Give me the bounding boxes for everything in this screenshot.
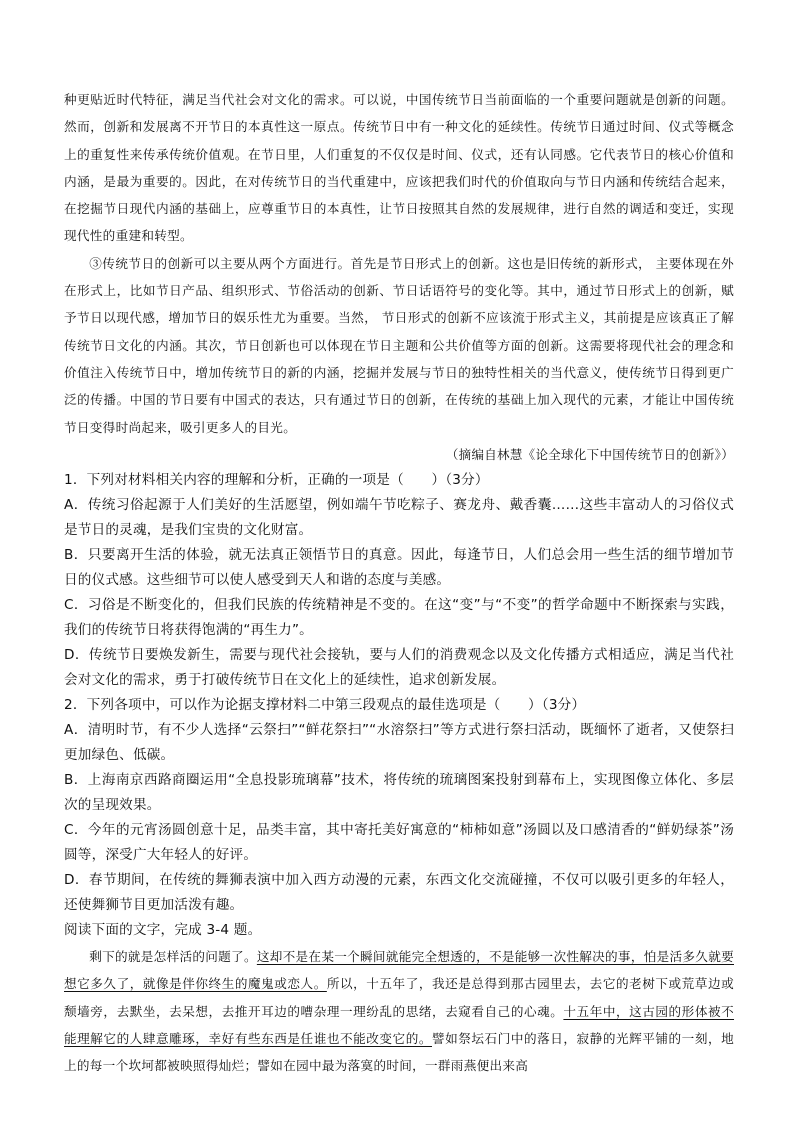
reading-passage: [64, 943, 734, 1080]
passage-paragraph-continued: 种更贴近时代特征，满足当代社会对文化的需求。可以说，中国传统节日当前面临的一个重要问题就是创新的问题。然而，创新和发展离不开节日的本真性这一原点。传统节日中有一种文化的延续性。传统节日通过时间、仪式等概念上的重复性来传承传统价值观。在节日里，人们重复的不仅仅是时间、仪式，还有认同感。它代表节日的核心价值和内涵，是最为重要的。因此，在对传统节日的当代重建中，应该把我们时代的价值取向与节日内涵和传统结合起来，在挖掘节日现代内涵的基础上，应尊重节日的本真性，让节日按照其自然的发展规律，进行自然的调适和变迁，实现现代性的重建和转型。: [64, 92, 734, 244]
reading-paragraph: [64, 943, 734, 1080]
question-2: [64, 693, 734, 943]
question-1-option-d: D．传统节日要焕发新生，需要与现代社会接轨，要与人们的消费观念以及文化传播方式相适应，满足当代社会对文化的需求，勇于打破传统节日在文化上的延续性，追求创新发展。: [64, 646, 734, 688]
exam-page: [64, 86, 734, 1080]
passage-paragraph-3: ③传统节日的创新可以主要从两个方面进行。首先是节日形式上的创新。这也是旧传统的新形式， 主要体现在外在形式上，比如节日产品、组织形式、节俗活动的创新、节日话语符号的变化等。其中，通过节日形式上的创新，赋予节日以现代感，增加节日的娱乐性尤为重要。当然， 节日形式的创新不应该流于形式主义，其前提是应该真正了解传统节日文化的内涵。其次，节日创新也可以体现在节日主题和公共价值等方面的创新。这需要将现代社会的理念和价值注入传统节日中，增加传统节日的新的内涵，挖掘并发展与节日的独特性相关的当代意义，使传统节日得到更广泛的传播。中国的节日要有中国式的表达，只有通过节日的创新，在传统的基础上加入现代的元素，才能让中国传统节日变得时尚起来，吸引更多人的目光。: [64, 255, 734, 435]
reading-segment-5: 譬如祭坛石门中的落日，寂静的光辉平铺的一刻，地上的每一个坎坷都被映照得灿烂；譬如在园中最为落寞的时间，一群雨燕便出来高: [64, 1031, 734, 1074]
passage-source: （摘编自林慧《论全球化下中国传统节日的创新》）: [445, 446, 734, 462]
question-1-stem: 1．下列对材料相关内容的理解和分析，正确的一项是（ ）（3分）: [64, 471, 489, 488]
question-2-option-c: C．今年的元宵汤圆创意十足，品类丰富，其中寄托美好寓意的“柿柿如意”汤圆以及口感清香的“鲜奶绿茶”汤圆等，深受广大年轻人的好评。: [64, 821, 734, 863]
reading-underlined-segment-2: 十五年中，这古园的形体被不能理解它的人肆意雕琢，幸好有些东西是任谁也不能改变它的。: [64, 1003, 735, 1047]
question-2-stem: 2．下列各项中，可以作为论据支撑材料二中第三段观点的最佳选项是（ ）（3分）: [64, 696, 586, 713]
reading-segment-3: 所以，十五年了，我还是总得到那古园里去，去它的老树下或荒草边或颓墙旁，去默坐，去呆想，去推开耳边的嘈杂理一理纷乱的思绪，去窥看自己的心魂。: [64, 976, 734, 1019]
reading-segment-1: 剩下的就是怎样活的问题了。: [89, 948, 257, 964]
reading-instruction: 阅读下面的文字，完成 3-4 题。: [64, 921, 262, 938]
question-2-option-b: B．上海南京西路商圈运用“全息投影琉璃幕”技术，将传统的琉璃图案投射到幕布上，实现图像立体化、多层次的呈现效果。: [64, 771, 734, 813]
passage-two: [64, 86, 734, 468]
reading-underlined-segment-1: 这却不是在某一个瞬间就能完全想透的，不是能够一次性解决的事，怕是活多久就要想它多久了，就像是伴你终生的魔鬼或恋人。: [64, 948, 734, 992]
question-1-option-b: B．只要离开生活的体验，就无法真正领悟节日的真意。因此，每逢节日，人们总会用一些生活的细节增加节日的仪式感。这些细节可以使人感受到天人和谐的态度与美感。: [64, 546, 734, 588]
question-1-option-a: A．传统习俗起源于人们美好的生活愿望，例如端午节吃粽子、赛龙舟、戴香囊……这些丰富动人的习俗仪式是节日的灵魂，是我们宝贵的文化财富。: [64, 496, 734, 538]
question-1: [64, 468, 734, 693]
question-2-option-a: A．清明时节，有不少人选择“云祭扫”“鲜花祭扫”“水溶祭扫”等方式进行祭扫活动，既缅怀了逝者，又使祭扫更加绿色、低碳。: [64, 721, 734, 763]
question-2-option-d: D．春节期间，在传统的舞狮表演中加入西方动漫的元素，东西文化交流碰撞，不仅可以吸引更多的年轻人，还使舞狮节目更加活泼有趣。: [64, 871, 734, 913]
question-1-option-c: C．习俗是不断变化的，但我们民族的传统精神是不变的。在这“变”与“不变”的哲学命题中不断探索与实践，我们的传统节日将获得饱满的“再生力”。: [64, 596, 734, 638]
